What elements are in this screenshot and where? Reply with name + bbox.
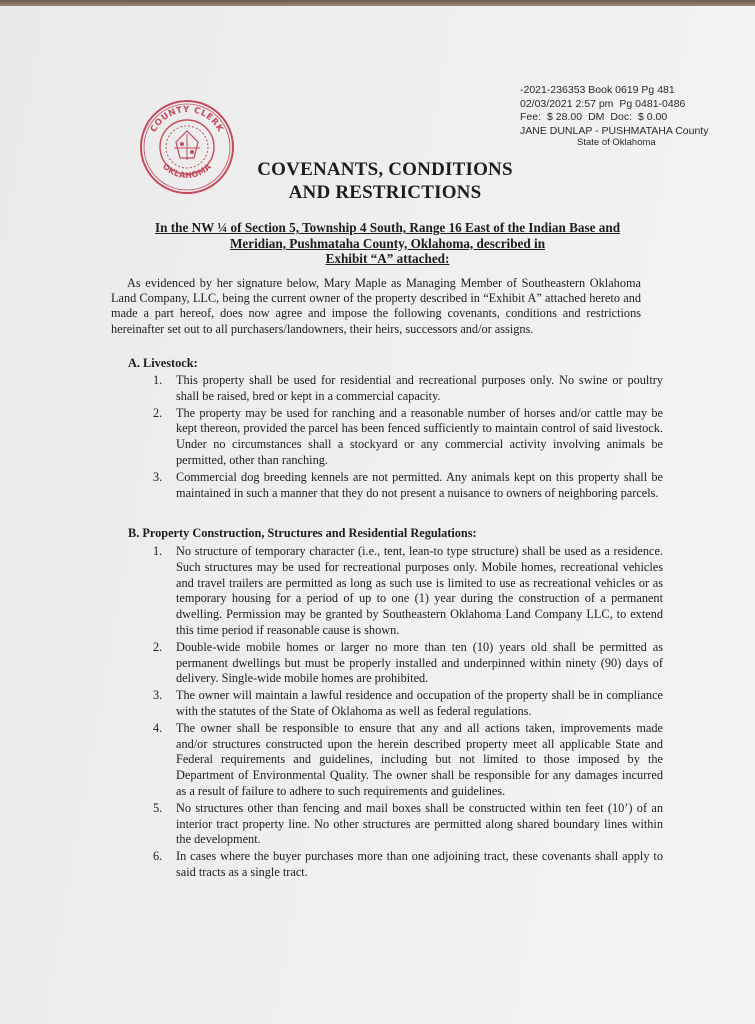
list-item: 3. Commercial dog breeding kennels are not permitted. Any animals kept on this property shall be maintained in such a manner that they do not present a nuisance to owners of neighboring parcels. [153, 469, 663, 500]
list-item: 2. The property may be used for ranching and a reasonable number of horses and/or cattle may be kept thereon, provided the parcel has been fenced sufficiently to maintain control of said livestock. Under no circumstances shall a stockyard or any commercial activity involving animals be permitted, other than ranching. [153, 405, 663, 467]
section-b-heading: B. Property Construction, Structures and Residential Regulations: [128, 526, 477, 540]
subtitle-line-1: In the NW ¼ of Section 5, Township 4 South, Range 16 East of the Indian Base and [154, 220, 621, 235]
list-item: 1. This property shall be used for residential and recreational purposes only. No swine or poultry shall be raised, bred or kept in a commercial capacity. [153, 373, 663, 403]
recording-pages: Pg 0481-0486 [619, 97, 686, 110]
section-a-heading: A. Livestock: [128, 356, 198, 370]
title-line-2: AND RESTRICTIONS [288, 182, 482, 203]
subtitle-line-2: Meridian, Pushmataha County, Oklahoma, described in [229, 235, 546, 251]
recording-stamp [520, 84, 708, 147]
list-item: 5. No structures other than fencing and mail boxes shall be constructed within ten feet (10’) of an interior tract property line. No other structures are permitted along shared boundary lines within the development. [153, 800, 663, 847]
list-item: 3. The owner will maintain a lawful residence and occupation of the property shall be in compliance with the statutes of the State of Oklahoma as well as federal regulations. [153, 688, 663, 718]
list-item: 1. No structure of temporary character (i.e., tent, lean-to type structure) shall be used as a residence. Such structures may be used for recreational purposes only. Mobile homes, recreational vehicles and travel trailers are permitted as long as such use is limited to use as recreational vehicles or as temporary housing for a period of up to one (1) year during the construction of a permanent dwelling. Permission may be granted by Southeastern Oklahoma Land Company LLC, to extend this time period if reasonable cause is shown. [153, 544, 663, 637]
fee-label: Fee: [520, 111, 542, 123]
list-item: 6. In cases where the buyer purchases more than one adjoining tract, these covenants shall apply to said tracts as a single tract. [153, 849, 663, 879]
doc-value: $ 0.00 [638, 111, 668, 123]
document-page [0, 6, 755, 1024]
clerk-state: State of Oklahoma [577, 137, 656, 148]
document-title [230, 158, 540, 204]
list-item: 2. Double-wide mobile homes or larger no more than ten (10) years old shall be permitted as permanent dwellings but must be properly installed and underpinned within ninety (90) days of delivery. Single-wide mobile homes are prohibited. [153, 639, 663, 686]
county-clerk-seal [138, 98, 236, 196]
clerk-name: JANE DUNLAP - PUSHMATAHA County [520, 124, 709, 137]
property-description [110, 220, 665, 267]
list-item: 4. The owner shall be responsible to ensure that any and all actions taken, improvements made and/or structures constructed upon the herein described property meet all applicable State and Federal requirements and guidelines, including but not limited to those imposed by the Department of Environmental Quality. The owner shall be responsible for any damages incurred as a result of failure to adhere to such requirements and guidelines. [153, 720, 663, 798]
title-line-1: COVENANTS, CONDITIONS [257, 159, 513, 180]
clerk-initials: DM [588, 111, 605, 123]
recording-date: 02/03/2021 2:57 pm [520, 97, 614, 110]
recording-line-3 [520, 111, 708, 125]
svg-text:COUNTY CLERK: COUNTY CLERK [148, 104, 226, 135]
fee-value: $ 28.00 [547, 111, 583, 123]
recording-line-1: -2021-236353 Book 0619 Pg 481 [520, 84, 675, 96]
recording-line-2 [520, 98, 708, 112]
subtitle-line-3: Exhibit “A” attached: [325, 251, 450, 266]
doc-label: Doc: [610, 111, 632, 123]
section-b-list [153, 544, 663, 882]
intro-paragraph: As evidenced by her signature below, Mary Maple as Managing Member of Southeastern Oklahoma Land Company, LLC, being the current owner of the property described in “Exhibit A” attached hereto and made a part hereof, does now agree and impose the following covenants, conditions and restrictions hereinafter set out to all purchasers/landowners, their heirs, successors and/or assigns. [111, 276, 641, 336]
section-a-list [153, 373, 663, 502]
svg-text:OKLAHOMA: OKLAHOMA [160, 161, 214, 181]
